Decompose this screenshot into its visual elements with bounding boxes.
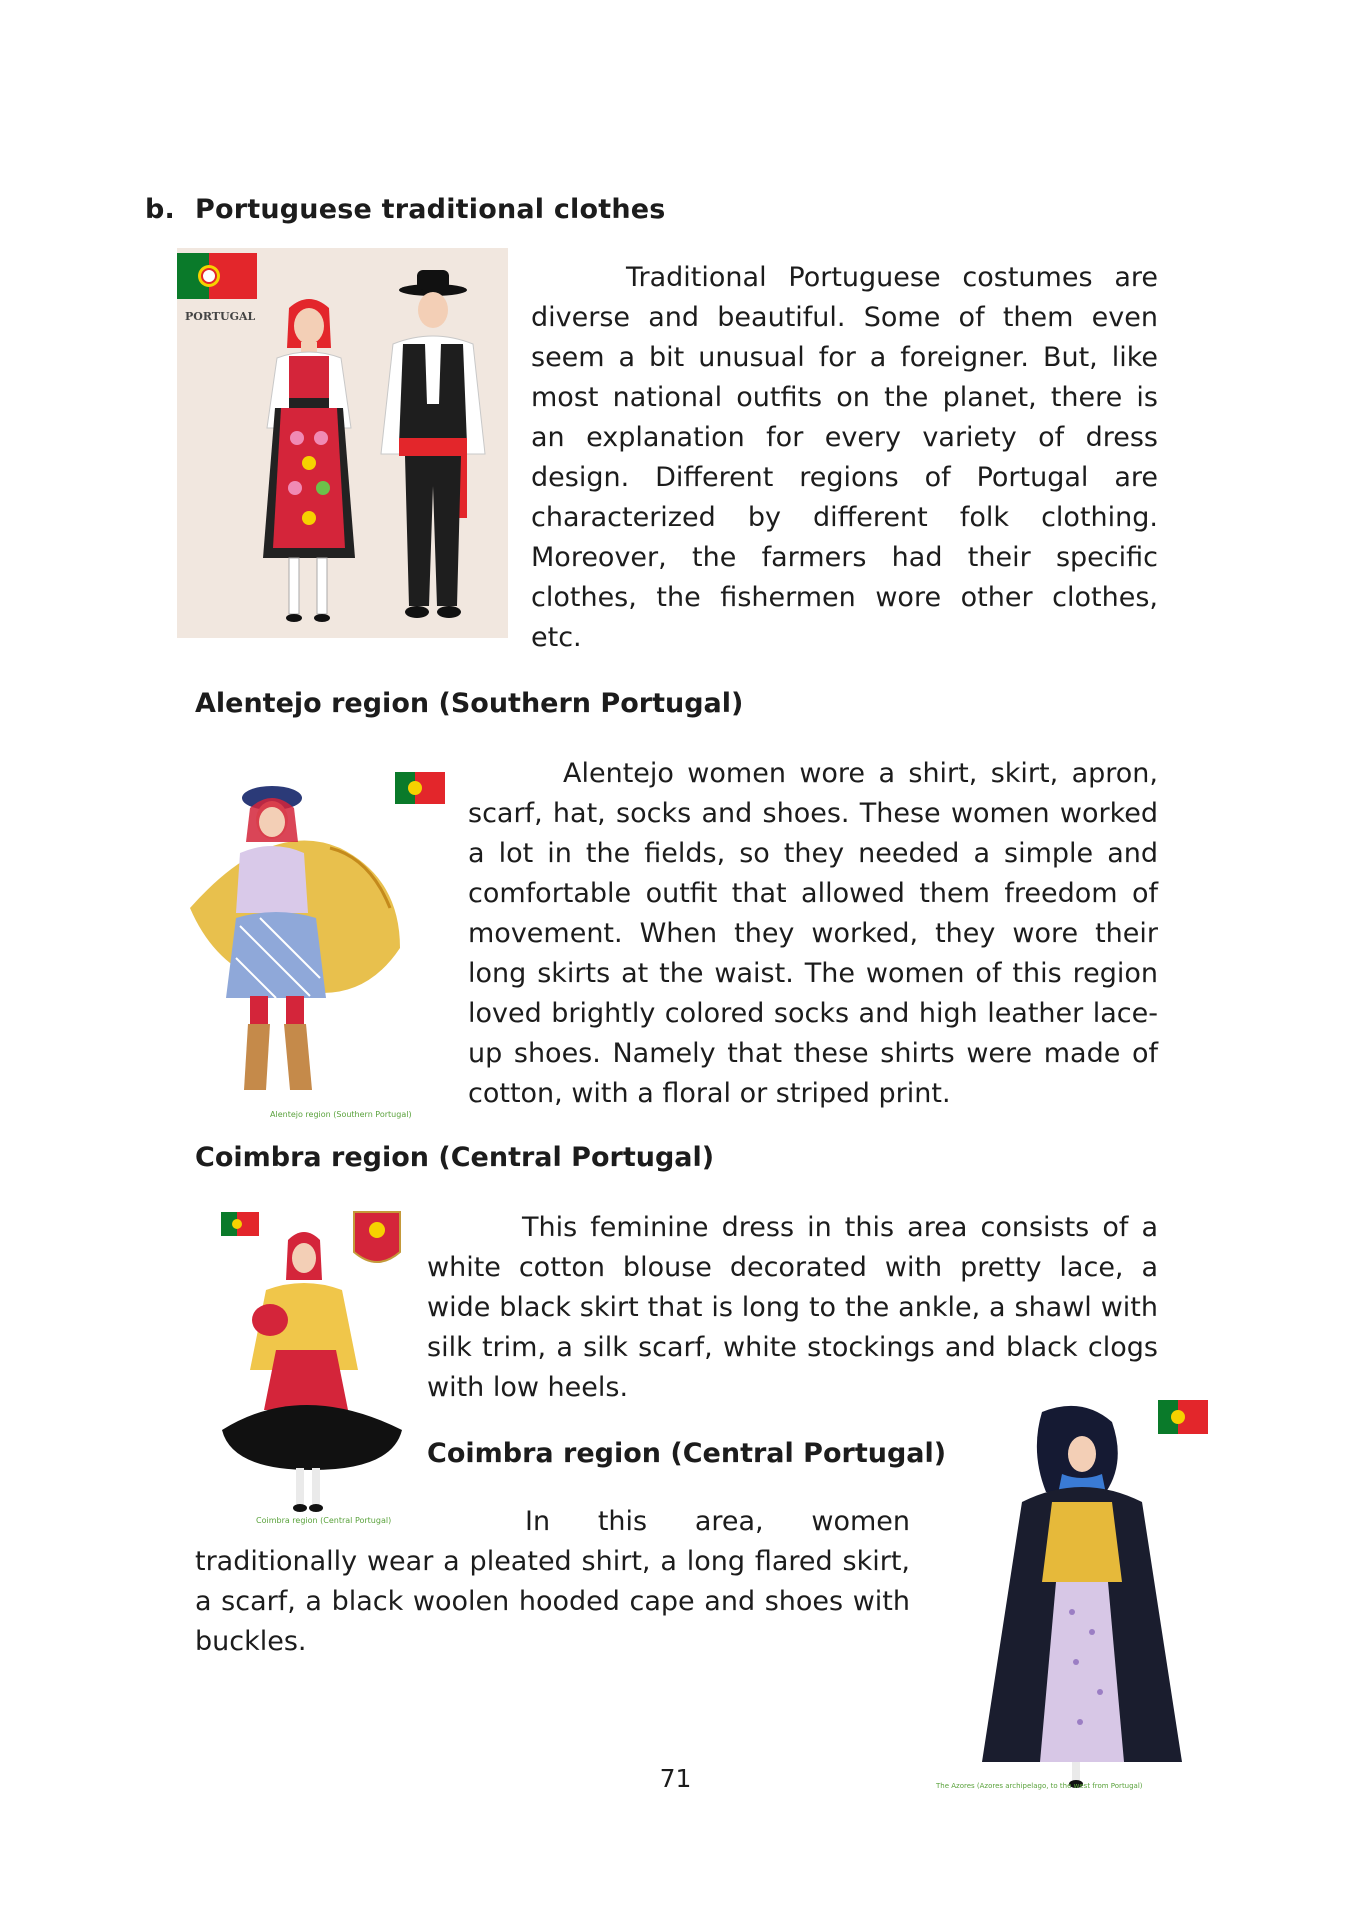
portugal-flag-icon <box>177 253 257 299</box>
woman-figure <box>263 299 355 622</box>
portugal-label: PORTUGAL <box>185 310 256 323</box>
alentejo-heading: Alentejo region (Southern Portugal) <box>195 688 744 719</box>
section-marker: b. <box>145 194 175 225</box>
coimbra-heading: Coimbra region (Central Portugal) <box>195 1142 715 1173</box>
intro-paragraph: Traditional Portuguese costumes are diverse and beautiful. Some of them even seem a bit unusual for a foreigner. But, like most national outfits on the planet, there is an explanation for every variety of dress design. Different regions of Portugal are characterized by different folk clothing. Moreover, the farmers had their specific clothes, the fishermen wore other clothes, etc. <box>531 262 1158 653</box>
coimbra-paragraph: This feminine dress in this area consists of a white cotton blouse decorated with pretty lace, a wide black skirt that is long to the ankle, a shawl with silk trim, a silk scarf, white stockings and black clogs with low heels. <box>427 1212 1158 1403</box>
azores-woman-illustration <box>932 1392 1214 1800</box>
man-figure <box>381 270 485 618</box>
section-title: Portuguese traditional clothes <box>195 194 666 225</box>
portugal-couple-illustration <box>177 248 508 638</box>
azores-heading: Coimbra region (Central Portugal) <box>427 1438 947 1469</box>
section-heading <box>145 194 666 225</box>
coimbra-woman-illustration <box>216 1200 408 1530</box>
page-number: 71 <box>659 1764 692 1793</box>
coimbra-caption: Coimbra region (Central Portugal) <box>256 1516 392 1525</box>
azores-caption: The Azores (Azores archipelago, to the west from Portugal) <box>936 1782 1143 1790</box>
coat-of-arms-icon <box>354 1212 400 1262</box>
azores-paragraph: In this area, women traditionally wear a pleated shirt, a long flared skirt, a scarf, a black woolen hooded cape and shoes with buckles. <box>195 1506 910 1657</box>
portugal-flag-icon <box>1158 1400 1208 1434</box>
portugal-flag-icon <box>395 772 445 804</box>
alentejo-paragraph: Alentejo women wore a shirt, skirt, apron, scarf, hat, socks and shoes. These women worked a lot in the fields, so they needed a simple and comfortable outfit that allowed them freedom of movement. When they worked, they wore their long skirts at the waist. The women of this region loved brightly colored socks and high leather lace-up shoes. Namely that these shirts were made of cotton, with a floral or striped print. <box>468 758 1158 1109</box>
portugal-flag-icon <box>221 1212 259 1236</box>
alentejo-caption: Alentejo region (Southern Portugal) <box>270 1110 412 1119</box>
alentejo-woman-illustration <box>180 758 450 1124</box>
